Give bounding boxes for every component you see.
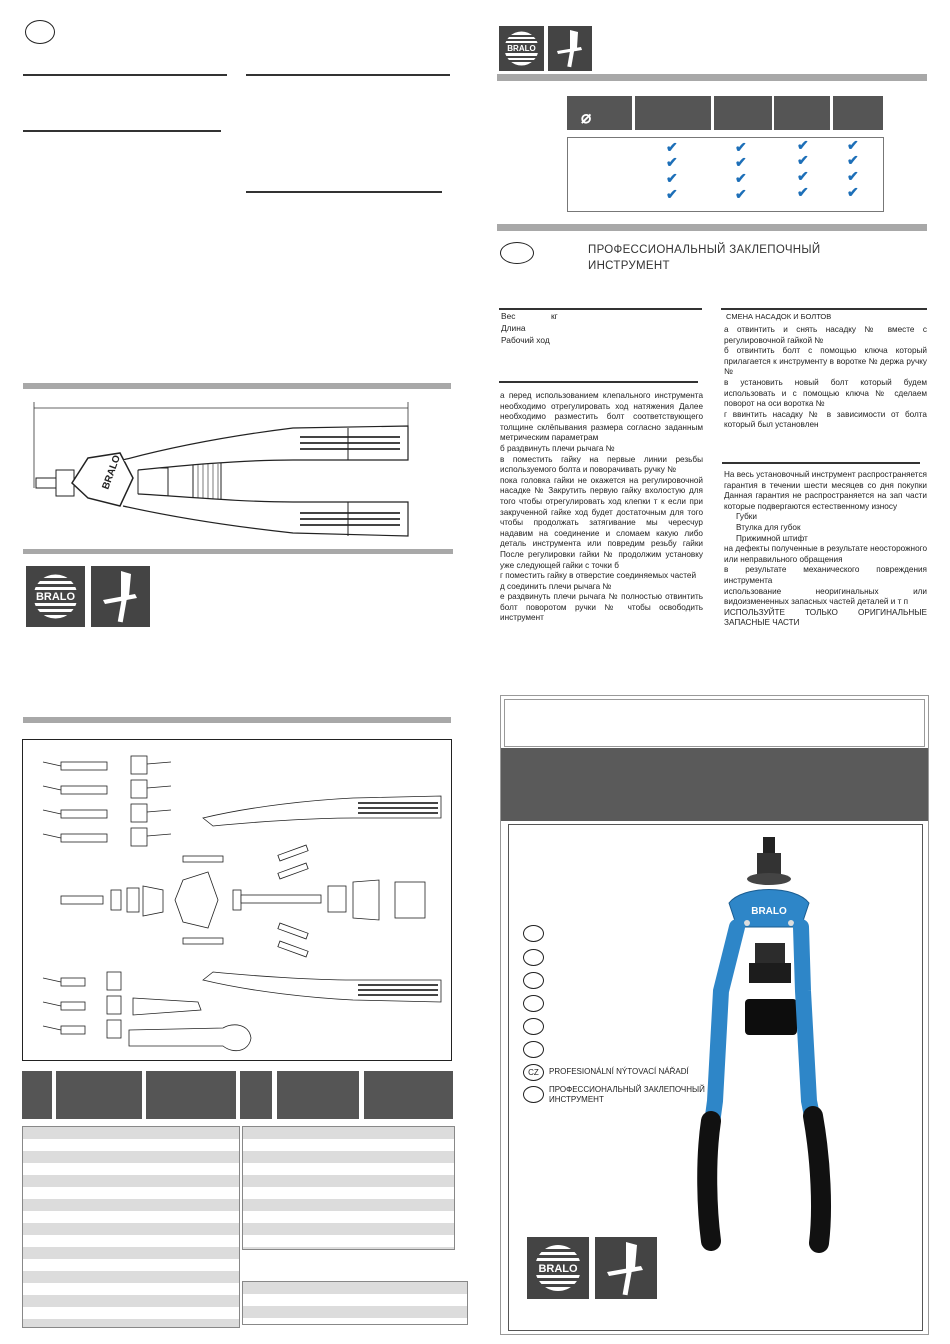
tool-drawing bbox=[28, 398, 448, 548]
checkmark-icon: ✔ bbox=[666, 186, 678, 202]
replacement-heading: СМЕНА НАСАДОК И БОЛТОВ bbox=[726, 312, 832, 321]
language-circle-icon bbox=[523, 972, 544, 989]
section-band bbox=[23, 717, 451, 723]
parts-table-right bbox=[242, 1126, 455, 1250]
checkmark-icon: ✔ bbox=[797, 152, 809, 168]
checkmark-icon: ✔ bbox=[666, 139, 678, 155]
warranty-body: На весь установочный инструмент распространяется гарантия в течении шести месяцев со дня покупки Данная гарантия не распространяется на зап части которые подвергаются естественному износу bbox=[724, 470, 927, 511]
checkmark-icon: ✔ bbox=[666, 170, 678, 186]
rivet-icon bbox=[548, 26, 592, 71]
warranty-item: Прижимной штифт bbox=[736, 533, 808, 543]
language-circle-icon bbox=[523, 1086, 544, 1103]
language-circle-icon bbox=[523, 925, 544, 942]
section-band bbox=[497, 74, 927, 81]
length-label: Длина bbox=[501, 323, 526, 333]
language-circle-icon bbox=[523, 1018, 544, 1035]
checkmark-icon: ✔ bbox=[797, 168, 809, 184]
language-circle-icon bbox=[523, 949, 544, 966]
language-circle-icon bbox=[523, 995, 544, 1012]
section-band bbox=[23, 383, 451, 389]
parts-diagram bbox=[22, 739, 452, 1061]
checkmark-icon: ✔ bbox=[735, 186, 747, 202]
cover-header-box bbox=[504, 699, 925, 747]
bralo-logo bbox=[26, 566, 85, 627]
specs bbox=[501, 310, 701, 346]
warranty-item: Губки bbox=[736, 512, 757, 522]
replacement-text: а отвинтить и снять насадку № вместе с регулировочной гайкой № б отвинтить болт с помощью ключа который прилагается к инструменту в воротке № держа ручку № в установить новый болт который будем использовать и с помощью ключа № сделаем поворот на оси воротка № г ввинтить насадку № в зависимости от болта который был установлен bbox=[724, 325, 927, 430]
compat-table-body bbox=[567, 137, 884, 212]
section-title: ПРОФЕССИОНАЛЬНЫЙ ЗАКЛЕПОЧНЫЙ ИНСТРУМЕНТ bbox=[588, 244, 821, 272]
warranty-exclusions: на дефекты полученные в результате неосторожного или неправильного обращения в результате механического повреждения инструмента использование неоригинальных или видоизмененных запасных частей деталей и т п ИСПОЛЬЗУЙТЕ ТОЛЬКО ОРИГИНАЛЬНЫЕ ЗАПАСНЫЕ ЧАСТИ bbox=[724, 544, 927, 628]
cover-panel bbox=[500, 695, 929, 1335]
cover-dark-band bbox=[501, 748, 928, 821]
checkmark-icon: ✔ bbox=[847, 184, 859, 200]
checkmark-icon: ✔ bbox=[847, 137, 859, 153]
rivet-icon bbox=[91, 566, 150, 627]
table-header-left bbox=[22, 1071, 236, 1119]
weight-label: Вес bbox=[501, 311, 516, 321]
riveter-photo bbox=[691, 831, 881, 1261]
checkmark-icon: ✔ bbox=[847, 168, 859, 184]
compat-table-header bbox=[567, 96, 883, 130]
checkmark-icon: ✔ bbox=[666, 154, 678, 170]
language-circle-icon bbox=[500, 242, 534, 264]
section-band bbox=[23, 549, 453, 554]
language-code-cz: CZ bbox=[523, 1064, 544, 1081]
diameter-symbol: ⌀ bbox=[581, 108, 592, 127]
bralo-logo bbox=[499, 26, 544, 71]
parts-table-small bbox=[242, 1281, 468, 1325]
language-circle-icon bbox=[523, 1041, 544, 1058]
divider bbox=[246, 74, 450, 76]
stroke-label: Рабочий ход bbox=[501, 335, 550, 345]
parts-table-left bbox=[22, 1126, 240, 1328]
divider bbox=[246, 191, 442, 193]
svg-text:BRALO: BRALO bbox=[35, 591, 76, 603]
svg-text:BRALO: BRALO bbox=[751, 906, 787, 917]
bralo-logo bbox=[527, 1237, 589, 1299]
svg-text:BRALO: BRALO bbox=[538, 1263, 578, 1275]
checkmark-icon: ✔ bbox=[735, 139, 747, 155]
svg-text:BRALO: BRALO bbox=[507, 44, 536, 53]
checkmark-icon: ✔ bbox=[847, 152, 859, 168]
svg-text:BRALO: BRALO bbox=[100, 453, 123, 492]
warranty-item: Втулка для губок bbox=[736, 522, 801, 532]
checkmark-icon: ✔ bbox=[797, 137, 809, 153]
divider bbox=[499, 381, 698, 383]
instructions-text: а перед использованием клепального инструмента необходимо отрегулировать ход натяжения Далее необходимо разместить болт соответствующего толщине склёпывания размера согласно заданным метрическим параметрам б раздвинуть плечи рычага № в поместить гайку на первые линии резьбы используемого болта и поворачивать ручку № пока головка гайки не окажется на регулировочной насадке № Закрутить первую гайку вхолостую для того чтобы отрегулировать ход клепки т к если при закрученной гайке ход будет достаточным для того чтобы продолжать затягивание мы чересчур надавим на соединение и сломаем какую либо деталь инструмента или повредим резьбу гайки После регулировки гайки № продолжим установку уже следующей гайки с точки б г поместить гайку в отверстие соединяемых частей д соединить плечи рычага № е раздвинуть плечи рычага № полностью отвинтить болт поворотом ручки № чтобы освободить инструмент bbox=[500, 391, 703, 623]
table-header-right bbox=[240, 1071, 453, 1119]
language-circle-icon bbox=[25, 20, 55, 44]
divider bbox=[23, 74, 227, 76]
cz-title: PROFESIONÁLNÍ NÝTOVACÍ NÁŘADÍ bbox=[549, 1067, 689, 1076]
ru-title: ПРОФЕССИОНАЛЬНЫЙ ЗАКЛЕПОЧНЫЙ ИНСТРУМЕНТ bbox=[549, 1085, 705, 1104]
rivet-icon bbox=[595, 1237, 657, 1299]
checkmark-icon: ✔ bbox=[735, 170, 747, 186]
divider bbox=[23, 130, 221, 132]
checkmark-icon: ✔ bbox=[735, 154, 747, 170]
warranty bbox=[724, 470, 927, 629]
checkmark-icon: ✔ bbox=[797, 184, 809, 200]
divider bbox=[721, 308, 927, 310]
section-band bbox=[497, 224, 927, 231]
divider bbox=[722, 462, 920, 464]
weight-unit: кг bbox=[551, 311, 558, 321]
